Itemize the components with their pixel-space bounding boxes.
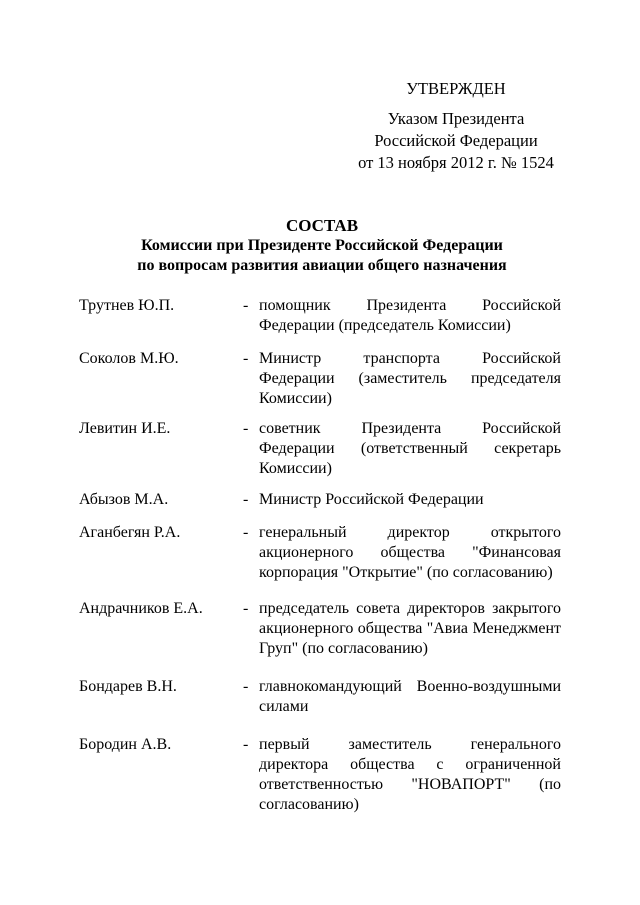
member-dash: - [243,678,249,695]
member-dash: - [243,491,249,508]
member-role: первый заместитель генерального директора общества с ограниченной ответственностью "НОВАПОРТ" (по согласованию) [259,736,561,813]
member-dash: - [243,736,249,753]
member-dash: - [243,420,249,437]
member-role: советник Президента Российской Федерации (ответственный секретарь Комиссии) [259,420,561,477]
member-dash: - [243,350,249,367]
member-dash: - [243,600,249,617]
member-name: Трутнев Ю.П. [79,297,175,314]
member-role: председатель совета директоров закрытого акционерного общества "Авиа Менеджмент Груп" (по согласованию) [259,600,561,657]
member-role: главнокомандующий Военно-воздушными силами [259,678,561,715]
document-subtitle-2: по вопросам развития авиации общего назначения [137,257,507,274]
document-title: СОСТАВ [285,216,359,235]
approval-line-2: Российской Федерации [374,131,538,150]
approval-line-3: от 13 ноября 2012 г. № 1524 [358,153,554,172]
member-name: Абызов М.А. [79,491,169,508]
member-role: помощник Президента Российской Федерации (председатель Комиссии) [259,297,561,334]
member-dash: - [243,524,249,541]
member-role: Министр транспорта Российской Федерации (заместитель председателя Комиссии) [259,350,561,407]
member-role: генеральный директор открытого акционерного общества "Финансовая корпорация "Открытие" (по согласованию) [259,524,561,581]
member-name: Соколов М.Ю. [79,350,179,367]
member-name: Аганбегян Р.А. [79,524,181,541]
member-name: Бородин А.В. [79,736,172,753]
member-role: Министр Российской Федерации [259,491,484,508]
member-name: Андрачников Е.А. [79,600,203,617]
member-name: Левитин И.Е. [79,420,171,437]
document-subtitle-1: Комиссии при Президенте Российской Федерации [141,237,503,254]
member-dash: - [243,297,249,314]
approval-line-1: Указом Президента [387,109,525,128]
member-name: Бондарев В.Н. [79,678,177,695]
approval-title: УТВЕРЖДЕН [406,79,506,98]
